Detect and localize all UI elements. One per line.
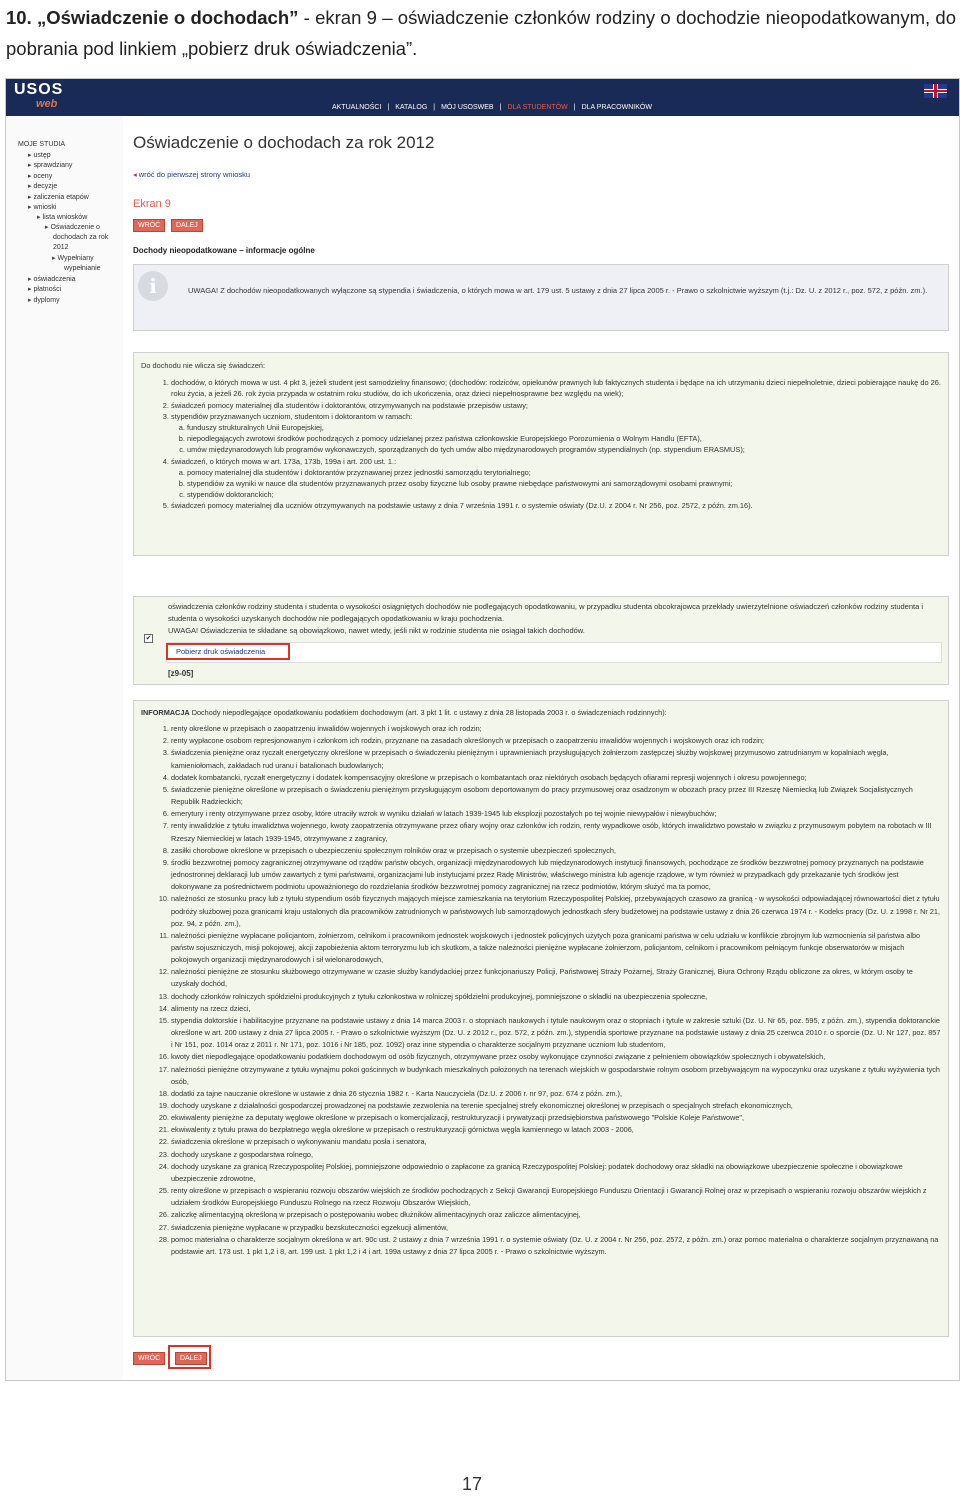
sidebar-item[interactable]: ▸ oceny <box>28 173 52 182</box>
income-info-item: 11. należności pieniężne wypłacane policjantom, żołnierzom, celnikom i pracownikom jednostek wojskowych i jednostek policyjnych użytych poza granicami państwa w celu udziału w konflikcie zbrojnym lub wzmocnienia sił państwa albo państw sojuszniczych, misji pokojowej, akcji zapobieżenia aktom terroryzmu lub ich skutkom, a także należności pieniężne wypłacane żołnierzom, policjantom, celnikom i pracownikom pełniącym funkcje obserwatorów w misjach pokojowych organizacji międzynarodowych i sił wielonarodowych, <box>171 930 941 966</box>
income-info-item: 1. renty określone w przepisach o zaopatrzeniu inwalidów wojennych i wojskowych oraz ich rodzin; <box>171 723 941 735</box>
usosweb-logo[interactable] <box>14 82 63 110</box>
income-info-item: 28. pomoc materialna o charakterze socjalnym określona w art. 90c ust. 2 ustawy z dnia 7 września 1991 r. o systemie oświaty (Dz. U. z 2004 r. Nr 256, poz. 2572, z późn. zm.) oraz pomoc materialna o charakterze socjalnym przyznawaną na podstawie art. 173 ust. 1 pkt 1,2 i 8, art. 199 ust. 1 pkt 1,2 i 4 i art. 199a ustawy z dnia 27 lipca 2005 r. - Prawo o szkolnictwie wyższym. <box>171 1234 941 1258</box>
income-info-item: 16. kwoty diet niepodlegające opodatkowaniu podatkiem dochodowym od osób fizycznych, otrzymywane przez osoby wykonujące czynności związane z pełnieniem obowiązków społecznych i obywatelskich, <box>171 1051 941 1063</box>
income-info-item: 20. ekwiwalenty pieniężne za deputaty węglowe określone w przepisach o komercjalizacji, restrukturyzacji i prywatyzacji przedsiębiorstwa państwowego "Polskie Koleje Państwowe", <box>171 1112 941 1124</box>
exclusion-subitem: a. pomocy materialnej dla studentów i doktorantów przyznawanej przez jednostki samorządu terytorialnego; <box>187 467 941 478</box>
declaration-description: oświadczenia członków rodziny studenta i studenta o wysokości osiągniętych dochodów nie podlegających opodatkowaniu, w przypadku studenta obcokrajowca przekłady uwierzytelnione oświadczeń członków rodziny studenta i studenta o wysokości uzyskanych dochodów nie podlegających opodatkowaniu w kraju pochodzenia. <box>168 602 924 623</box>
income-info-item: 18. dodatki za tajne nauczanie określone w ustawie z dnia 26 stycznia 1982 r. - Karta Nauczyciela (Dz.U. z 2006 r. nr 97, poz. 674 z późn. zm.), <box>171 1088 941 1100</box>
income-info-item: 10. należności ze stosunku pracy lub z tytułu stypendium osób fizycznych mających miejsce zamieszkania na terytorium Rzeczypospolitej Polskiej, przebywających czasowo za granicą - w wysokości odpowiadającej równowartości diet z tytułu podróży służbowej poza granicami kraju ustalonych dla pracowników zatrudnionych w państwowych lub samorządowych jednostkach sfery budżetowej na podstawie ustawy z dnia 26 czerwca 1974 r. - Kodeks pracy (Dz. U. z 1998 r. Nr 21, poz. 94, z późn. zm.), <box>171 893 941 929</box>
sidebar-item[interactable]: ▸ ustęp <box>28 152 51 161</box>
nav-item[interactable]: AKTUALNOŚCI <box>332 104 382 111</box>
declaration-note: UWAGA! Oświadczenia te składane są obowiązkowo, nawet wtedy, jeśli nikt w rodzinie studenta nie osiągał takich dochodów. <box>168 626 585 635</box>
sidebar-item[interactable]: ▸ sprawdziany <box>28 162 72 171</box>
declaration-box <box>133 596 949 685</box>
income-info-box <box>133 700 949 1337</box>
income-info-label: INFORMACJA <box>141 708 190 717</box>
sidebar-item[interactable]: ▸ dyplomy <box>28 297 60 306</box>
income-info-item: 24. dochody uzyskane za granicą Rzeczypospolitej Polskiej, pomniejszone odpowiednio o zapłacone za granicą Rzeczypospolitej Polskiej: podatek dochodowy oraz składki na obowiązkowe ubezpieczenie społeczne i obowiązkowe ubezpieczenie zdrowotne, <box>171 1161 941 1185</box>
nav-item[interactable]: MÓJ USOSWEB <box>441 104 494 111</box>
document-heading <box>6 2 956 64</box>
income-info-item: 15. stypendia doktorskie i habilitacyjne przyznane na podstawie ustawy z dnia 14 marca 2003 r. o stopniach naukowych i tytule naukowym oraz o stopniach i tytule w zakresie sztuki (Dz. U. Nr 65, poz. 595, z późn. zm.), stypendia doktoranckie określone w art. 200 ustawy z dnia 27 lipca 2005 r. - Prawo o szkolnictwie wyższym (Dz. U. z 2012 r., poz. 572, z późn. zm.), stypendia sportowe przyznane na podstawie ustawy z dnia 25 czerwca 2010 r. o sporcie (Dz. U. Nr 127, poz. 857 i Nr 151, poz. 1014 oraz z 2011 r. Nr 171, poz. 1016 i Nr 185, poz. 1092) oraz inne stypendia o charakterze socjalnym przyznane uczniom lub studentom, <box>171 1015 941 1051</box>
download-declaration-link[interactable]: Pobierz druk oświadczenia <box>166 643 290 660</box>
next-button-bottom[interactable]: DALEJ <box>175 1352 207 1365</box>
income-info-text <box>141 707 941 1258</box>
nav-item[interactable]: DLA PRACOWNIKÓW <box>581 104 652 111</box>
declaration-text <box>168 601 940 637</box>
sidebar-item[interactable]: ▸ płatności <box>28 286 61 295</box>
back-to-first-page-link[interactable]: ◂ wróć do pierwszej strony wniosku <box>133 170 250 179</box>
exclusion-item <box>171 377 941 399</box>
nav-separator: | <box>387 104 390 111</box>
income-info-item: 14. alimenty na rzecz dzieci, <box>171 1003 941 1015</box>
income-info-title: Dochody niepodlegające opodatkowaniu podatkiem dochodowym (art. 3 pkt 1 lit. c ustawy z dnia 28 listopada 2003 r. o świadczeniach rodzinnych): <box>191 708 667 717</box>
exclusions-text <box>141 360 941 512</box>
logo-usos: USOS <box>14 81 64 98</box>
sidebar-item[interactable]: 2012 <box>53 244 69 251</box>
usosweb-screenshot <box>5 78 960 1381</box>
info-icon: i <box>138 271 168 301</box>
sidebar-item[interactable]: ▸ oświadczenia <box>28 276 76 285</box>
income-info-item: 6. emerytury i renty otrzymywane przez osoby, które utraciły wzrok w wyniku działań w latach 1939-1945 lub eksplozji pozostałych po tej wojnie niewypałów i niewybuchów; <box>171 808 941 820</box>
exclusion-item <box>171 456 941 501</box>
exclusion-item-text: stypendiów przyznawanych uczniom, studentom i doktorantom w ramach: <box>171 411 413 421</box>
exclusion-item <box>171 400 941 411</box>
exclusion-item-text: dochodów, o których mowa w ust. 4 pkt 3, jeżeli student jest samodzielny finansowo; (dochodów: rodziców, opiekunów prawnych lub faktycznych studenta i będące na ich utrzymaniu dzieci niepełnoletnie, dzieci pobierające naukę do 26. roku życia, a jeżeli 26. rok życia przypada w ostatnim roku studiów, do ich ukończenia, oraz dzieci niepełnosprawne bez względu na wiek); <box>171 378 941 399</box>
income-info-item: 13. dochody członków rolniczych spółdzielni produkcyjnych z tytułu członkostwa w rolniczej spółdzielni produkcyjnej, pomniejszone o składki na ubezpieczenia społeczne, <box>171 991 941 1003</box>
exclusion-item-text: świadczeń, o których mowa w art. 173a, 173b, 199a i art. 200 ust. 1.: <box>171 456 397 466</box>
form-code: [z9-05] <box>168 669 194 678</box>
section-heading: Dochody nieopodatkowane – informacje ogólne <box>133 246 315 255</box>
income-info-item: 4. dodatek kombatancki, ryczałt energetyczny i dodatek kompensacyjny określone w przepisach o kombatantach oraz niektórych osobach będących ofiarami represji wojennych i okresu powojennego; <box>171 772 941 784</box>
sidebar-item[interactable]: ▸ decyzje <box>28 183 57 192</box>
exclusions-title: Do dochodu nie wlicza się świadczeń: <box>141 361 266 370</box>
income-info-item: 19. dochody uzyskane z działalności gospodarczej prowadzonej na podstawie zezwolenia na terenie specjalnej strefy ekonomicznej określonej w przepisach o specjalnych strefach ekonomicznych, <box>171 1100 941 1112</box>
income-info-list <box>141 723 941 1258</box>
back-button[interactable]: WRÓĆ <box>133 219 165 232</box>
exclusions-list <box>141 377 941 511</box>
page-title: Oświadczenie o dochodach za rok 2012 <box>133 133 435 152</box>
sidebar-item[interactable]: ▸ Wypełniany <box>52 255 94 264</box>
income-info-item: 26. zaliczkę alimentacyjną określoną w przepisach o postępowaniu wobec dłużników alimentacyjnych oraz zaliczce alimentacyjnej, <box>171 1209 941 1221</box>
info-box <box>133 264 949 331</box>
income-info-item: 27. świadczenia pieniężne wypłacane w przypadku bezskuteczności egzekucji alimentów, <box>171 1222 941 1234</box>
exclusion-subitem: a. funduszy strukturalnych Unii Europejskiej, <box>187 422 941 433</box>
exclusion-item <box>171 500 941 511</box>
income-info-item: 3. świadczenia pieniężne oraz ryczałt energetyczny określone w przepisach o świadczeniu pieniężnym i uprawnieniach przysługujących żołnierzom zastępczej służby wojskowej przymusowo zatrudnianym w kopalniach węgla, kamieniołomach, zakładach rud uranu i batalionach budowlanych; <box>171 747 941 771</box>
exclusion-subitem: c. umów międzynarodowych lub programów wykonawczych, sporządzanych do tych umów albo międzynarodowych programów stypendialnych (np. stypendium ERASMUS); <box>187 444 941 455</box>
sidebar-item[interactable]: ▸ wnioski <box>28 204 56 213</box>
exclusion-subitem: b. stypendiów za wyniki w nauce dla studentów przyznawanych przez osoby fizyczne lub osoby prawne niebędące państwowymi ani samorządowymi osobami prawnymi; <box>187 478 941 489</box>
sidebar <box>6 116 123 1380</box>
income-info-item: 25. renty określone w przepisach o wspieraniu rozwoju obszarów wiejskich ze środków pochodzących z Sekcji Gwarancji Europejskiego Funduszu Orientacji i Gwarancji Rolnej oraz w przepisach o wspieraniu rozwoju obszarów wiejskich z udziałem środków Europejskiego Funduszu Rolnego na rzecz Rozwoju Obszarów Wiejskich, <box>171 1185 941 1209</box>
heading-rest: - ekran 9 – oświadczenie członków rodziny o dochodzie nieopodatkowanym, do pobrania pod linkiem „pobierz druk oświadczenia”. <box>6 7 957 59</box>
exclusion-item-text: świadczeń pomocy materialnej dla uczniów otrzymywanych na podstawie ustawy z dnia 7 września 1991 r. o systemie oświaty (Dz.U. z 2004 r. Nr 256, poz. 2572, z późn. zm.16). <box>171 501 753 511</box>
income-info-item: 23. dochody uzyskane z gospodarstwa rolnego, <box>171 1149 941 1161</box>
back-button-bottom[interactable]: WRÓĆ <box>133 1352 165 1365</box>
nav-separator: | <box>573 104 576 111</box>
logo-web: web <box>36 98 58 110</box>
screen-label: Ekran 9 <box>133 198 171 210</box>
income-info-item: 17. należności pieniężne otrzymywane z tytułu wynajmu pokoi gościnnych w budynkach mieszkalnych położonych na terenach wiejskich w gospodarstwie rolnym osobom przebywającym na wypoczynku oraz uzyskane z tytułu wyżywienia tych osób, <box>171 1064 941 1088</box>
nav-separator: | <box>499 104 502 111</box>
info-text: UWAGA! Z dochodów nieopodatkowanych wyłączone są stypendia i świadczenia, o których mowa w art. 179 ust. 5 ustawy z dnia 27 lipca 2005 r. - Prawo o szkolnictwie wyższym (t.j.: Dz. U. z 2012 r., poz. 572, z późn. zm.). <box>188 286 928 295</box>
nav-item[interactable]: DLA STUDENTÓW <box>507 104 568 111</box>
english-flag-icon[interactable] <box>924 84 947 98</box>
income-info-item: 5. świadczenie pieniężne określone w przepisach o świadczeniu pieniężnym przysługującym osobom deportowanym do pracy przymusowej oraz osadzonym w obozach pracy przez III Rzeszę Niemiecką lub Związek Socjalistycznych Republik Radzieckich; <box>171 784 941 808</box>
top-bar <box>6 79 959 116</box>
heading-bold: „Oświadczenie o dochodach” <box>37 7 299 28</box>
heading-number: 10. <box>6 7 32 28</box>
sidebar-title: MOJE STUDIA <box>18 141 66 148</box>
income-info-item: 12. należności pieniężne ze stosunku służbowego otrzymywane w czasie służby kandydackiej przez funkcjonariuszy Policji, Państwowej Straży Pożarnej, Straży Granicznej, Biura Ochrony Rządu obliczone za okres, w którym osoby te uzyskały dochód, <box>171 966 941 990</box>
sidebar-item[interactable]: dochodach za rok <box>53 234 109 241</box>
income-info-item: 7. renty inwalidzkie z tytułu inwalidztwa wojennego, kwoty zaopatrzenia otrzymywane przez ofiary wojny oraz członków ich rodzin, renty wypadkowe osób, których inwalidztwo powstało w związku z przymusowym pobytem na robotach w III Rzeszy Niemieckiej w latach 1939-1945, otrzymywane z zagranicy, <box>171 820 941 844</box>
top-navigation <box>332 104 658 111</box>
exclusions-box <box>133 352 949 556</box>
income-info-item: 21. ekwiwalenty z tytułu prawa do bezpłatnego węgla określone w przepisach o restrukturyzacji górnictwa węgla kamiennego w latach 2003 - 2006, <box>171 1124 941 1136</box>
sidebar-item[interactable]: wypełnianie <box>64 265 101 272</box>
sidebar-item[interactable]: ▸ lista wniosków <box>37 214 87 223</box>
exclusion-subitem: c. stypendiów doktoranckich; <box>187 489 941 500</box>
exclusion-subitem: b. niepodlegających zwrotowi środków pochodzących z pomocy udzielanej przez państwa członkowskie Europejskiego Porozumienia o Wolnym Handlu (EFTA), <box>187 433 941 444</box>
income-info-item: 9. środki bezzwrotnej pomocy zagranicznej otrzymywane od rządów państw obcych, organizacji międzynarodowych lub międzynarodowych instytucji finansowych, pochodzące ze środków bezzwrotnej pomocy przyznanych na podstawie jednostronnej deklaracji lub umów zawartych z tymi państwami, organizacjami lub instytucjami przez Radę Ministrów, właściwego ministra lub agencje rządowe, w tym również w przypadkach gdy przekazanie tych środków jest dokonywane za pośrednictwem podmiotu upoważnionego do rozdzielania środków bezzwrotnej pomocy zagranicznej na rzecz podmiotów, którym służyć ma ta pomoc, <box>171 857 941 893</box>
exclusion-item-text: świadczeń pomocy materialnej dla studentów i doktorantów, otrzymywanych na podstawie przepisów ustawy; <box>171 400 528 410</box>
income-info-item: 2. renty wypłacone osobom represjonowanym i członkom ich rodzin, przyznane na zasadach określonych w przepisach o zaopatrzeniu inwalidów wojennych i wojskowych oraz ich rodzin; <box>171 735 941 747</box>
sidebar-item[interactable]: ▸ zaliczenia etapów <box>28 194 89 203</box>
income-info-item: 8. zasiłki chorobowe określone w przepisach o ubezpieczeniu społecznym rolników oraz w przepisach o systemie ubezpieczeń społecznych, <box>171 845 941 857</box>
exclusion-item <box>171 411 941 456</box>
sidebar-item[interactable]: ▸ Oświadczenie o <box>45 224 100 233</box>
checkbox[interactable]: ✔ <box>145 635 152 642</box>
next-button-highlight <box>168 1345 211 1369</box>
nav-item[interactable]: KATALOG <box>395 104 428 111</box>
next-button[interactable]: DALEJ <box>171 219 203 232</box>
nav-separator: | <box>433 104 436 111</box>
page-number: 17 <box>462 1474 483 1494</box>
income-info-item: 22. świadczenia określone w przepisach o wykonywaniu mandatu posła i senatora, <box>171 1136 941 1148</box>
